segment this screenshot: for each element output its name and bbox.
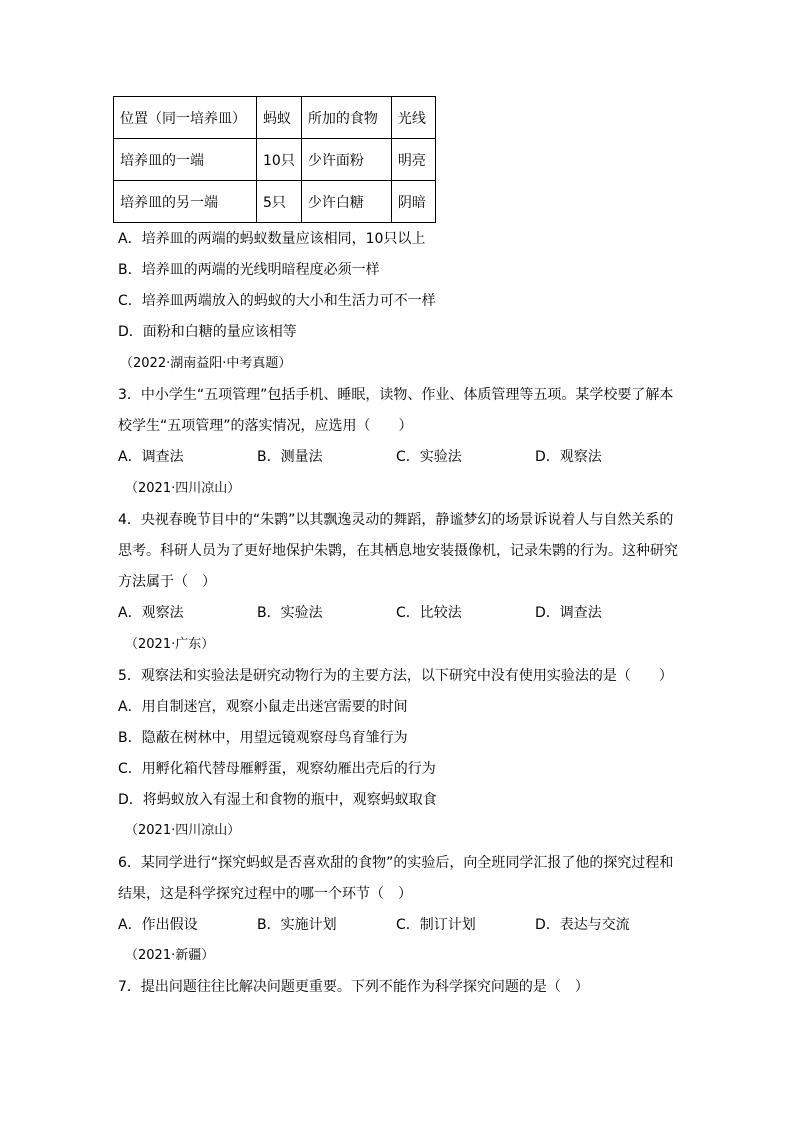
q3-source: （2022·湖南益阳·中考真题） bbox=[120, 356, 292, 371]
q6-option-c: C．制订计划 bbox=[396, 917, 476, 933]
q2-option-c: C．培养皿两端放入的蚂蚁的大小和生活力可不一样 bbox=[118, 293, 436, 309]
table-cell: 10只 bbox=[257, 139, 302, 181]
q3-stem-line1: 3．中小学生“五项管理”包括手机、睡眠，读物、作业、体质管理等五项。某学校要了解本 bbox=[118, 387, 674, 403]
q4-stem-line3: 方法属于（ ） bbox=[118, 574, 216, 590]
q6-option-a: A．作出假设 bbox=[118, 917, 198, 933]
q4-option-a: A．观察法 bbox=[118, 605, 184, 621]
q5-option-a: A．用自制迷宫，观察小鼠走出迷宫需要的时间 bbox=[118, 699, 408, 715]
table-cell: 少许面粉 bbox=[301, 139, 391, 181]
q7-stem: 7．提出问题往往比解决问题更重要。下列不能作为科学探究问题的是（ ） bbox=[118, 979, 589, 995]
q5-option-c: C．用孵化箱代替母雁孵蛋，观察幼雁出壳后的行为 bbox=[118, 761, 436, 777]
table-header-cell: 位置（同一培养皿） bbox=[114, 97, 257, 139]
q2-option-a: A．培养皿的两端的蚂蚁数量应该相同，10只以上 bbox=[118, 231, 426, 247]
q4-source: （2021·四川凉山） bbox=[125, 481, 241, 496]
table-header-cell: 光线 bbox=[391, 97, 435, 139]
table-header-row bbox=[114, 97, 436, 139]
q5-option-b: B．隐蔽在树林中，用望远镜观察母鸟育雏行为 bbox=[118, 730, 408, 746]
q4-option-c: C．比较法 bbox=[396, 605, 462, 621]
table-cell: 培养皿的另一端 bbox=[114, 181, 257, 223]
table-header-cell: 所加的食物 bbox=[301, 97, 391, 139]
table-cell: 培养皿的一端 bbox=[114, 139, 257, 181]
table-cell: 5只 bbox=[257, 181, 302, 223]
table-cell: 明亮 bbox=[391, 139, 435, 181]
q4-option-b: B．实验法 bbox=[257, 605, 323, 621]
q6-option-d: D．表达与交流 bbox=[535, 917, 630, 933]
experiment-table bbox=[113, 96, 436, 223]
table-row bbox=[114, 181, 436, 223]
q4-stem-line1: 4．央视春晚节目中的“朱鹮”以其飘逸灵动的舞蹈，静谧梦幻的场景诉说着人与自然关系的 bbox=[118, 512, 674, 528]
q3-option-c: C．实验法 bbox=[396, 449, 462, 465]
table-cell: 阴暗 bbox=[391, 181, 435, 223]
q4-option-d: D．调查法 bbox=[535, 605, 602, 621]
table-cell: 少许白糖 bbox=[301, 181, 391, 223]
q6-stem-line1: 6．某同学进行“探究蚂蚁是否喜欢甜的食物”的实验后，向全班同学汇报了他的探究过程和 bbox=[118, 855, 674, 871]
q3-option-d: D．观察法 bbox=[535, 449, 602, 465]
q2-option-d: D．面粉和白糖的量应该相等 bbox=[118, 324, 297, 340]
q3-stem-line2: 校学生“五项管理”的落实情况，应选用（ ） bbox=[118, 418, 413, 434]
q6-source: （2021·四川凉山） bbox=[125, 823, 241, 838]
q5-option-d: D．将蚂蚁放入有湿土和食物的瓶中，观察蚂蚁取食 bbox=[118, 792, 437, 808]
q4-stem-line2: 思考。科研人员为了更好地保护朱鹮，在其栖息地安装摄像机，记录朱鹮的行为。这种研究 bbox=[118, 543, 678, 559]
q6-option-b: B．实施计划 bbox=[257, 917, 337, 933]
table-header-cell: 蚂蚁 bbox=[257, 97, 302, 139]
q2-option-b: B．培养皿的两端的光线明暗程度必须一样 bbox=[118, 262, 380, 278]
table-row bbox=[114, 139, 436, 181]
q6-stem-line2: 结果，这是科学探究过程中的哪一个环节（ ） bbox=[118, 886, 412, 902]
q7-source: （2021·新疆） bbox=[125, 948, 215, 963]
q3-option-a: A．调查法 bbox=[118, 449, 184, 465]
q5-stem: 5．观察法和实验法是研究动物行为的主要方法，以下研究中没有使用实验法的是（ ） bbox=[118, 668, 673, 684]
q5-source: （2021·广东） bbox=[125, 637, 215, 652]
q3-option-b: B．测量法 bbox=[257, 449, 323, 465]
